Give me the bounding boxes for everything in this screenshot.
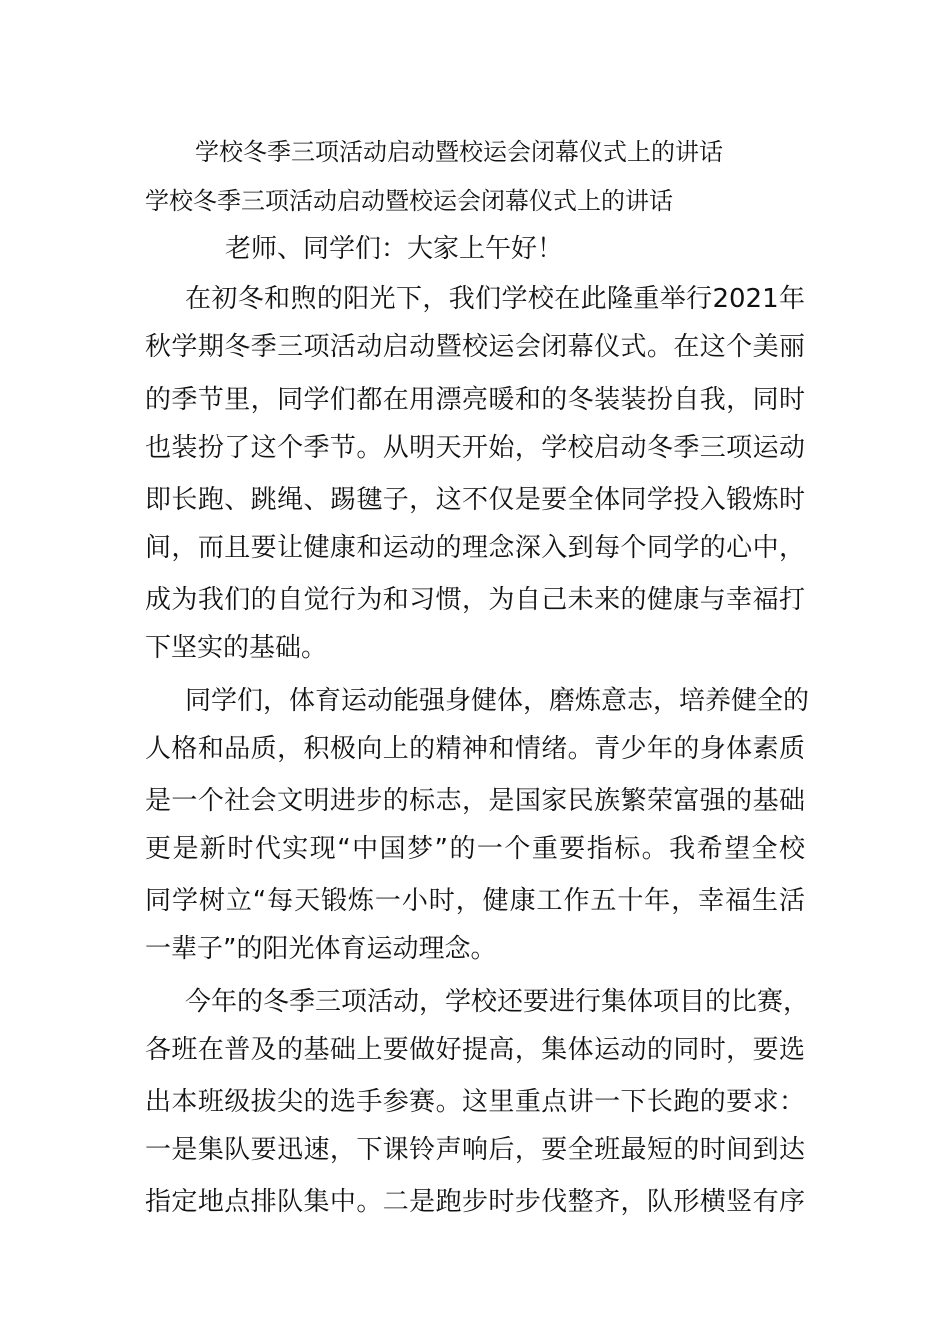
document-subtitle: 学校冬季三项活动启动暨校运会闭幕仪式上的讲话 <box>145 187 673 215</box>
paragraph-line: 同学们，体育运动能强身健体，磨炼意志，培养健全的 <box>185 686 810 716</box>
paragraph-line: 的季节里，同学们都在用漂亮暖和的冬装装扮自我，同时 <box>145 385 805 415</box>
paragraph-line: 更是新时代实现“中国梦”的一个重要指标。我希望全校 <box>145 834 805 864</box>
paragraph-line: 同学树立“每天锻炼一小时，健康工作五十年，幸福生活 <box>145 886 805 916</box>
paragraph-line: 即长跑、跳绳、踢毽子，这不仅是要全体同学投入锻炼时 <box>145 485 805 515</box>
paragraph-line: 出本班级拔尖的选手参赛。这里重点讲一下长跑的要求： <box>145 1087 805 1117</box>
paragraph-line: 指定地点排队集中。二是跑步时步伐整齐，队形横竖有序 <box>145 1187 805 1217</box>
greeting: 老师、同学们：大家上午好！ <box>225 234 564 264</box>
paragraph-line: 各班在普及的基础上要做好提高，集体运动的同时，要选 <box>145 1035 805 1065</box>
paragraph-line: 一是集队要迅速，下课铃声响后，要全班最短的时间到达 <box>145 1135 805 1165</box>
paragraph-line: 一辈子”的阳光体育运动理念。 <box>145 934 497 964</box>
paragraph-line: 也装扮了这个季节。从明天开始，学校启动冬季三项运动 <box>145 433 805 463</box>
paragraph-line: 是一个社会文明进步的标志，是国家民族繁荣富强的基础 <box>145 786 805 816</box>
paragraph-line: 在初冬和煦的阳光下，我们学校在此隆重举行2021年 <box>185 284 805 314</box>
paragraph-line: 间，而且要让健康和运动的理念深入到每个同学的心中， <box>145 533 805 563</box>
paragraph-line: 人格和品质，积极向上的精神和情绪。青少年的身体素质 <box>145 734 805 764</box>
document-title: 学校冬季三项活动启动暨校运会闭幕仪式上的讲话 <box>195 138 723 166</box>
paragraph-line: 下坚实的基础。 <box>145 633 328 663</box>
paragraph-line: 今年的冬季三项活动，学校还要进行集体项目的比赛， <box>185 987 810 1017</box>
paragraph-line: 成为我们的自觉行为和习惯，为自己未来的健康与幸福打 <box>145 585 805 615</box>
paragraph-line: 秋学期冬季三项活动启动暨校运会闭幕仪式。在这个美丽 <box>145 332 805 362</box>
